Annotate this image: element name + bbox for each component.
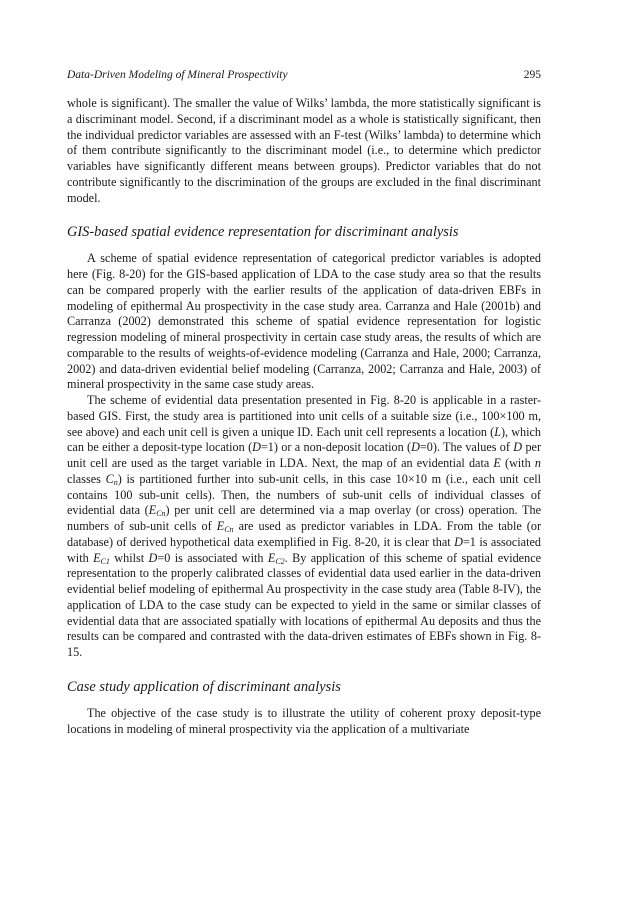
paragraph: The objective of the case study is to illustrate the utility of coherent proxy deposit-type locations in modeling of mineral prospectivity via the application of a multivariate: [67, 705, 541, 736]
section-heading: GIS-based spatial evidence representation for discriminant analysis: [67, 224, 459, 241]
section-heading: Case study application of discriminant analysis: [67, 678, 341, 695]
body-text: [67, 96, 541, 737]
paragraph: A scheme of spatial evidence representation of categorical predictor variables is adopted here (Fig. 8-20) for the GIS-based application of LDA to the case study area so that the results can be compared properly with the earlier results of the application of data-driven EBFs in modeling of epithermal Au prospectivity in the case study area. Carranza and Hale (2001b) and Carranza (2002) demonstrated this scheme of spatial evidence representation for logistic regression modeling of mineral prospectivity in certain case study areas, the results of which are comparable to the results of weights-of-evidence modeling (Carranza and Hale, 2000; Carranza, 2002) and data-driven evidential belief modeling (Carranza, 2002; Carranza and Hale, 2003) of mineral prospectivity in the same case study areas.: [67, 251, 541, 392]
page-number: 295: [523, 69, 541, 81]
running-title: Data-Driven Modeling of Mineral Prospectivity: [67, 69, 288, 81]
paragraph: The scheme of evidential data presentation presented in Fig. 8-20 is applicable in a raster-based GIS. First, the study area is partitioned into unit cells of a suitable size (i.e., 100×100 m, see above) and each unit cell is given a unique ID. Each unit cell represents a location (L), which can be either a deposit-type location (D=1) or a non-deposit location (D=0). The values of D per unit cell are used as the target variable in LDA. Next, the map of an evidential data E (with n classes $C_n$) is partitioned further into sub-unit cells, in this case 10×10 m (i.e., each unit cell contains 100 sub-unit cells). Then, the numbers of sub-unit cells of individual classes of evidential data $(E_{Cn})$ per unit cell are determined via a map overlay (or cross) operation. The numbers of sub-unit cells of $E_{Cn}$ are used as predictor variables in LDA. From the table (or database) of derived hypothetical data exemplified in Fig. 8-20, it is clear that D=1 is associated with $E_{C1}$ whilst D=0 is associated with $E_{C2}$. By application of this scheme of spatial evidence representation to the properly calibrated classes of evidential data used earlier in the data-driven evidential belief modeling of epithermal Au prospectivity in the case study area (Table 8-IV), the application of LDA to the case study can be expected to yield in the same or similar classes of evidential data that are associated spatially with locations of epithermal Au deposits and thus the results can be compared and contrasted with the data-driven estimates of EBFs shown in Fig. 8-15.: [67, 393, 542, 659]
book-page: [67, 68, 541, 737]
paragraph: whole is significant). The smaller the value of Wilks’ lambda, the more statistically significant is a discriminant model. Second, if a discriminant model as a whole is statistically significant, then the individual predictor variables are assessed with an F-test (Wilks’ lambda) to determine which of them contribute significantly to the discriminant model (i.e., to determine which predictor variables have significantly different means between groups). Predictor variables that do not contribute significantly to the discrimination of the groups are excluded in the final discriminant model.: [67, 96, 541, 205]
running-header: [67, 68, 541, 82]
